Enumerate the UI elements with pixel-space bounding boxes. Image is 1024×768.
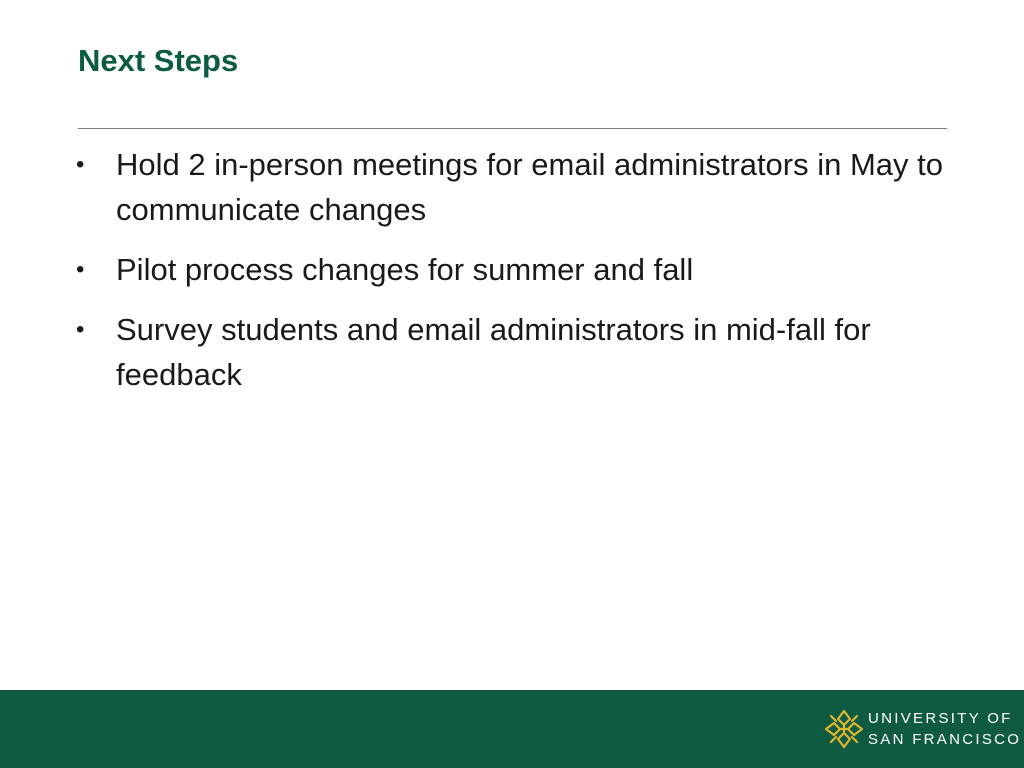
bullet-text: Pilot process changes for summer and fall	[116, 252, 694, 287]
bullet-text: Hold 2 in-person meetings for email administrators in May to communicate changes	[116, 147, 944, 227]
bullet-text: Survey students and email administrators in mid-fall for feedback	[116, 312, 871, 392]
title-divider	[78, 128, 947, 129]
bullet-marker: •	[76, 316, 85, 343]
usf-logo	[823, 708, 1022, 752]
logo-text-line2: SAN FRANCISCO	[868, 731, 1022, 748]
bullet-marker: •	[76, 256, 85, 283]
logo-text-line1: UNIVERSITY OF	[868, 710, 1013, 727]
bullet-item	[74, 307, 954, 397]
usf-cross-emblem-icon	[823, 708, 865, 750]
bullet-list	[74, 142, 954, 412]
bullet-item	[74, 247, 954, 292]
slide-title: Next Steps	[78, 43, 239, 78]
bullet-marker: •	[76, 151, 85, 178]
bullet-item	[74, 142, 954, 232]
